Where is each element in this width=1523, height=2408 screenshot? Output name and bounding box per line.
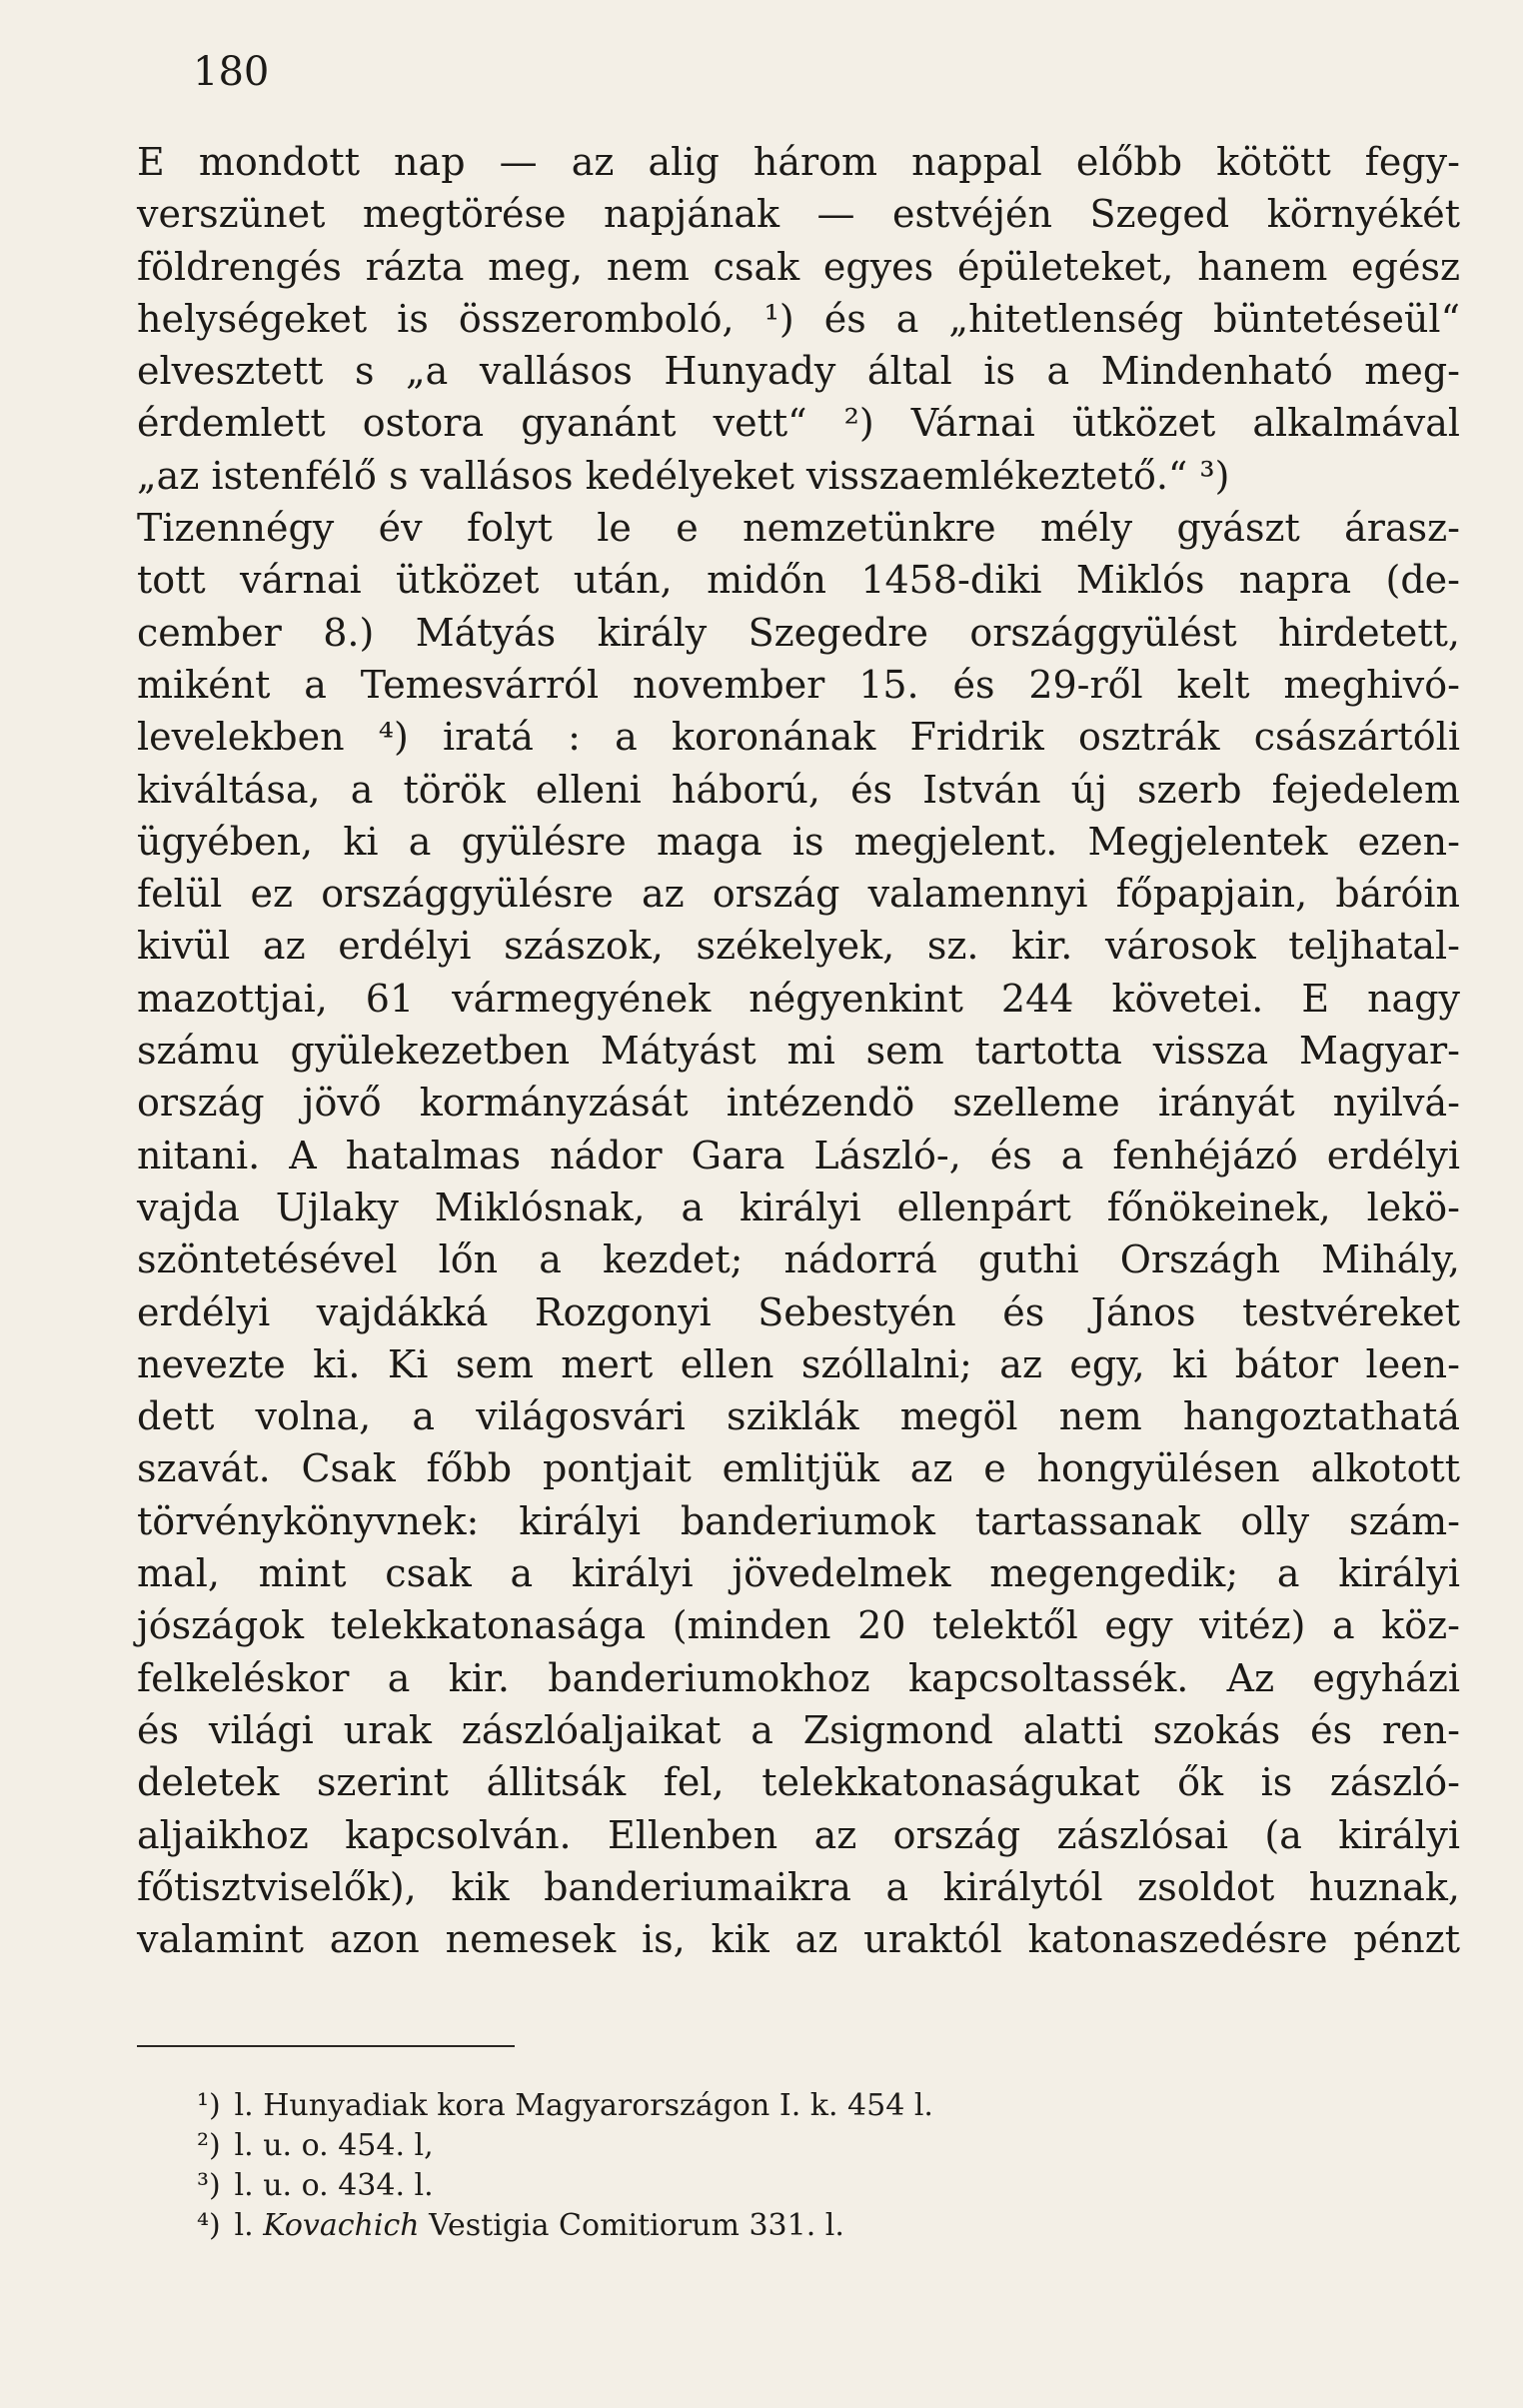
text-line: ország jövő kormányzását intézendö szelleme irányát nyilvá-: [137, 1081, 1460, 1126]
body-text: [137, 136, 1460, 1965]
footnote-4: [197, 2206, 1096, 2246]
text-line: dett volna, a világosvári sziklák megöl nem hangoztathatá: [137, 1394, 1460, 1439]
footnote-divider: [137, 2045, 515, 2047]
text-line: vajda Ujlaky Miklósnak, a királyi ellenpárt főnökeinek, lekö-: [137, 1185, 1460, 1229]
text-line: levelekben ⁴) iratá : a koronának Fridrik osztrák császártóli: [137, 715, 1460, 760]
text-line: mal, mint csak a királyi jövedelmek megengedik; a királyi: [137, 1551, 1460, 1596]
text-line: nitani. A hatalmas nádor Gara László-, és a fenhéjázó erdélyi: [137, 1133, 1460, 1178]
text-line: cember 8.) Mátyás király Szegedre országgyülést hirdetett,: [137, 610, 1460, 655]
text-line: erdélyi vajdákká Rozgonyi Sebestyén és János testvéreket: [137, 1289, 1460, 1334]
text-line: felül ez országgyülésre az ország valamennyi főpapjain, báróin: [137, 872, 1460, 917]
text-line: kiváltása, a török elleni háború, és István új szerb fejedelem: [137, 767, 1460, 812]
text-line: aljaikhoz kapcsolván. Ellenben az ország zászlósai (a királyi: [137, 1812, 1460, 1857]
text-line: mazottjai, 61 vármegyének négyenkint 244 követei. E nagy: [137, 976, 1460, 1021]
footnote-text: l. u. o. 454. l,: [234, 2128, 434, 2163]
footnote-1: [197, 2086, 1096, 2126]
text-line: deletek szerint állitsák fel, telekkatonaságukat ők is zászló-: [137, 1760, 1460, 1805]
text-line: érdemlett ostora gyanánt vett“ ²) Várnai ütközet alkalmával: [137, 401, 1460, 446]
text-line: „az istenfélő s vallásos kedélyeket visszaemlékeztető.“ ³): [137, 453, 1230, 498]
text-line: E mondott nap — az alig három nappal előbb kötött fegy-: [137, 140, 1460, 184]
text-line: miként a Temesvárról november 15. és 29-ről kelt meghivó-: [137, 662, 1460, 707]
footnote-mark: ³): [197, 2168, 221, 2203]
text-line: törvénykönyvnek: királyi banderiumok tartassanak olly szám-: [137, 1498, 1460, 1543]
text-line: tott várnai ütközet után, midőn 1458-diki Miklós napra (de-: [137, 558, 1460, 603]
footnotes: [197, 2086, 1096, 2246]
text-line: felkeléskor a kir. banderiumokhoz kapcsoltassék. Az egyházi: [137, 1655, 1460, 1700]
text-line: Tizennégy év folyt le e nemzetünkre mély gyászt árasz-: [137, 506, 1460, 551]
text-line: és világi urak zászlóaljaikat a Zsigmond alatti szokás és ren-: [137, 1707, 1460, 1752]
footnote-mark: ¹): [197, 2088, 221, 2123]
text-line: valamint azon nemesek is, kik az uraktól katonaszedésre pénzt: [137, 1917, 1460, 1962]
text-line: kivül az erdélyi szászok, székelyek, sz. kir. városok teljhatal-: [137, 924, 1460, 969]
text-line: földrengés rázta meg, nem csak egyes épületeket, hanem egész: [137, 244, 1460, 289]
footnote-mark: ²): [197, 2128, 221, 2163]
footnote-text: l. u. o. 434. l.: [234, 2168, 434, 2203]
footnote-3: [197, 2166, 1096, 2206]
footnote-text: l. Hunyadiak kora Magyarországon I. k. 454 l.: [234, 2088, 933, 2123]
footnote-title: Vestigia Comitiorum 331. l.: [429, 2208, 844, 2243]
text-line: verszünet megtörése napjának — estvéjén Szeged környékét: [137, 192, 1460, 237]
footnote-2: [197, 2126, 1096, 2166]
footnote-author: Kovachich: [263, 2208, 420, 2243]
text-line: szöntetésével lőn a kezdet; nádorrá guthi Országh Mihály,: [137, 1237, 1460, 1282]
page-number: 180: [193, 49, 270, 95]
footnote-prefix: l.: [234, 2208, 254, 2243]
footnote-mark: ⁴): [197, 2208, 221, 2243]
text-line: nevezte ki. Ki sem mert ellen szóllalni; az egy, ki bátor leen-: [137, 1341, 1460, 1386]
text-line: ügyében, ki a gyülésre maga is megjelent. Megjelentek ezen-: [137, 819, 1460, 864]
text-line: szavát. Csak főbb pontjait emlitjük az e hongyülésen alkotott: [137, 1446, 1460, 1491]
text-line: számu gyülekezetben Mátyást mi sem tartotta vissza Magyar-: [137, 1029, 1460, 1074]
text-line: elvesztett s „a vallásos Hunyady által is a Mindenható meg-: [137, 349, 1460, 394]
text-line: helységeket is összeromboló, ¹) és a „hitetlenség büntetéseül“: [137, 296, 1460, 341]
text-line: főtisztviselők), kik banderiumaikra a királytól zsoldot huznak,: [137, 1864, 1460, 1909]
text-line: jószágok telekkatonasága (minden 20 telektől egy vitéz) a köz-: [137, 1603, 1460, 1648]
